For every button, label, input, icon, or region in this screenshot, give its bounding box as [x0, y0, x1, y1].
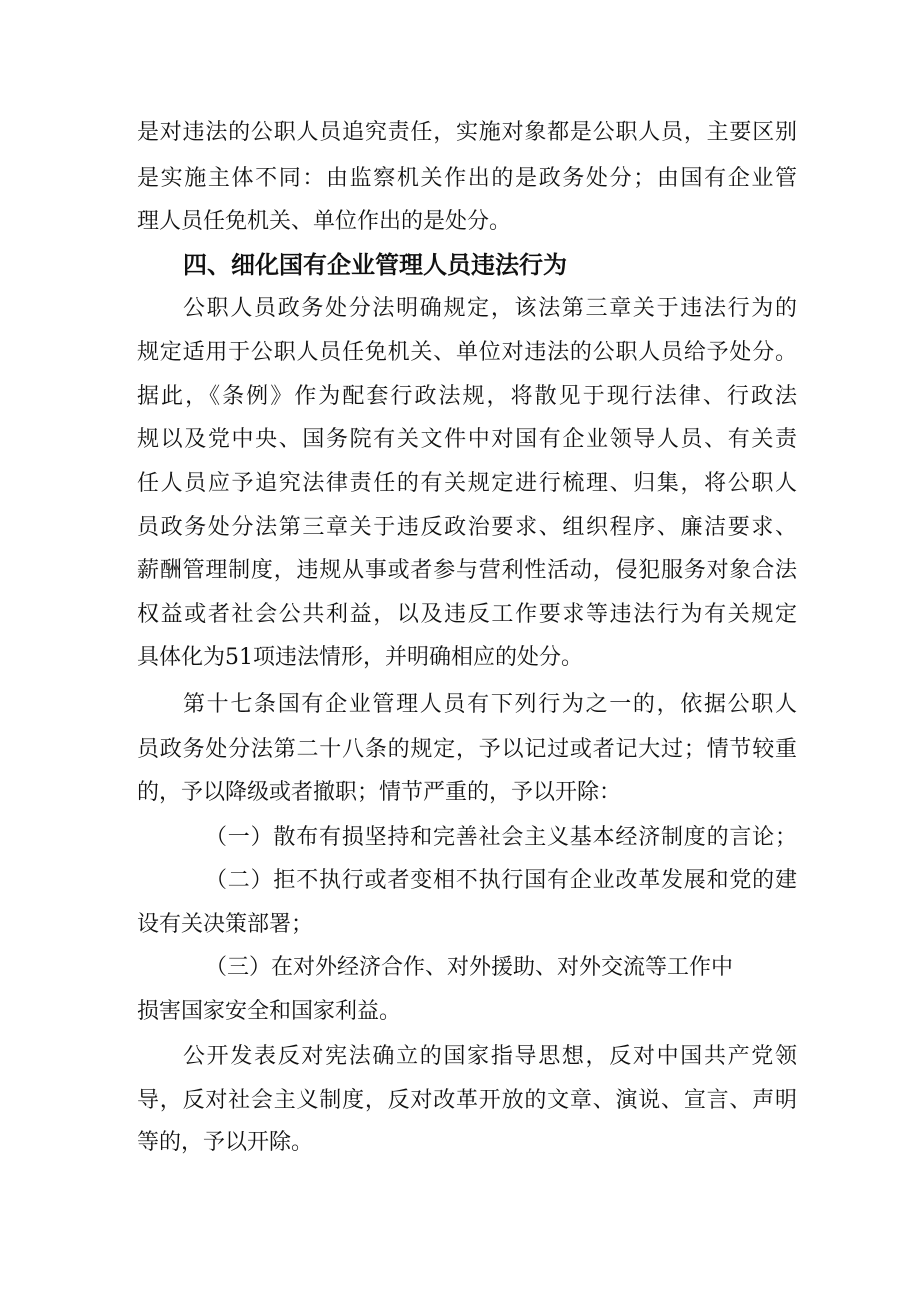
text-line: 据此，《条例》作为配套行政法规，将散见于现行法律、行政法	[137, 384, 797, 409]
text-line: 等的，予以开除。	[137, 1130, 314, 1155]
text-line: 任人员应予追究法律责任的有关规定进行梳理、归集，将公职人	[137, 471, 797, 496]
list-item: （二）拒不执行或者变相不执行国有企业改革发展和党的建	[205, 868, 797, 893]
text-line: 公开发表反对宪法确立的国家指导思想，反对中国共产党领	[183, 1044, 797, 1069]
text-line: 规以及党中央、国务院有关文件中对国有企业领导人员、有关责	[137, 427, 797, 452]
text-line: 第十七条国有企业管理人员有下列行为之一的，依据公职人	[183, 692, 797, 717]
text-line: 是实施主体不同：由监察机关作出的是政务处分；由国有企业管	[137, 166, 797, 191]
text-line: 薪酬管理制度，违规从事或者参与营利性活动，侵犯服务对象合法	[137, 558, 797, 583]
text-line: 员政务处分法第三章关于违反政治要求、组织程序、廉洁要求、	[137, 515, 797, 540]
text-line: 员政务处分法第二十八条的规定，予以记过或者记大过；情节较重	[137, 737, 797, 762]
section-heading: 四、细化国有企业管理人员违法行为	[183, 251, 567, 279]
text-line: 理人员任免机关、单位作出的是处分。	[137, 209, 512, 234]
list-item: （一）散布有损坚持和完善社会主义基本经济制度的言论；	[205, 825, 797, 850]
text-line: 规定适用于公职人员任免机关、单位对违法的公职人员给予处分。	[137, 340, 797, 365]
text-line: 公职人员政务处分法明确规定，该法第三章关于违法行为的	[183, 296, 797, 321]
list-item-continuation: 损害国家安全和国家利益。	[137, 999, 402, 1024]
text-line: 权益或者社会公共利益，以及违反工作要求等违法行为有关规定	[137, 602, 797, 627]
text-line: 具体化为51项违法情形，并明确相应的处分。	[137, 645, 583, 670]
text-line: 的，予以降级或者撤职；情节严重的，予以开除：	[137, 780, 622, 805]
text-line: 导，反对社会主义制度，反对改革开放的文章、演说、宣言、声明	[137, 1088, 797, 1113]
text-line: 是对违法的公职人员追究责任，实施对象都是公职人员，主要区别	[137, 120, 797, 145]
list-item: （三）在对外经济合作、对外援助、对外交流等工作中	[205, 955, 734, 980]
list-item-continuation: 设有关决策部署；	[137, 912, 314, 937]
